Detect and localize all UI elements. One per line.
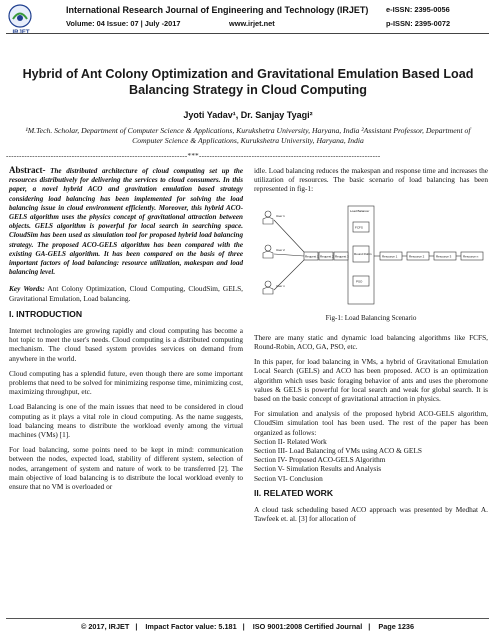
resource-label: Resource 3 [436,254,452,259]
resource-label: Resource n [463,254,479,259]
e-issn: e-ISSN: 2395-0056 [386,5,450,14]
paper-authors: Jyoti Yadav¹, Dr. Sanjay Tyagi² [183,110,313,120]
user-label: User n [276,283,285,288]
keywords-text: Ant Colony Optimization, Cloud Computing, CloudSim, GELS, Gravitational Emulation, Load balancing. [9,284,244,303]
p-issn: p-ISSN: 2395-0072 [386,19,451,28]
outline-item: Section IV- Proposed ACO-GELS Algorithm [254,455,386,465]
paragraph: Cloud computing has a splendid future, even though there are some important problems that need to be solved for minimizing response time, minimizing cost, maximizing throughput, etc. [9,368,243,397]
user-label: User 1 [276,213,285,218]
paragraph: In this paper, for load balancing in VMs, a hybrid of Gravitational Emulation Local Search (GELS) and ACO has been proposed. ACO is an optimization algorithm which uses basic foraging behavior of ants and uses the pheromone values & GELS is powerful for local search and weak for global search. It is based on the basic concept of gravitational attraction in physics. [254,357,488,404]
paper-title: Hybrid of Ant Colony Optimization and Gravitational Emulation Based Load Balancing Strategy in Cloud Computing [22,67,474,97]
right-column [254,166,488,529]
resource-label: Resource 2 [409,254,425,259]
figure-caption: Fig-1: Load Balancing Scenario [325,313,417,322]
paragraph: For load balancing, some points need to be kept in mind: communication between the nodes, expected load, stability of different system, selection of nodes, arrangement of system and nature of work to be transferred [2]. The main objective of load balancing is to distribute the local workload evenly to ensure that no VM is overloaded or [9,445,243,492]
figure-load-balancing-scenario [254,200,488,312]
keywords [9,284,243,302]
request-label: Request 1 [305,254,319,259]
header-divider [6,33,489,34]
request-label: Request 3 [335,254,349,259]
paragraph: A cloud task scheduling based ACO approach was presented by Medhat A. Tawfeek et. al. [3] for allocation of [254,505,488,524]
journal-name: International Research Journal of Engineering and Technology (IRJET) [66,5,369,15]
paragraph: For simulation and analysis of the proposed hybrid ACO-GELS algorithm, CloudSim simulation tool has been used. The rest of the paper has been organized as follows: [254,409,488,437]
section-heading-introduction: I. INTRODUCTION [9,308,83,319]
outline-item: Section III- Load Balancing of VMs using ACO & GELS [254,446,422,456]
section-heading-related-work: II. RELATED WORK [254,487,334,498]
algo-box-label: PSO [356,279,363,284]
journal-website[interactable]: www.irjet.net [229,19,275,28]
algo-box-label: FCFS [355,225,363,230]
algo-box-label: Round Robin [354,251,372,256]
paragraph: Internet technologies are growing rapidly and cloud computing has become a hot topic to meet the user's needs. Cloud computing is a distributed computing mechanism. The cloud based system provides services on demand from anywhere in the world. [9,326,243,363]
abstract-text: The distributed architecture of cloud computing set up the resources distributively for delivering the services to cloud consumers. In this paper, a novel hybrid ACO and gravitation emulation based strategy considering load balancing has been implemented for solving the load balancing issue in cloud environment efficiently. Moreover, this hybrid ACO-GELS algorithm uses the physics concept of gravitational attraction between objects. GELS algorithm is powerful for local search in searching space. CloudSim has been used as simulation tool for proposed hybrid load balancing strategy. The proposed ACO-GELS algorithm has been compared with the existing GA-GELS algorithm. It has been compared on the basis of three important factors of load balancing: resource utilization, makespan and load balancing level. [9,167,243,277]
abstract [9,166,243,277]
outline-item: Section V- Simulation Results and Analysis [254,464,382,474]
footer-page-number: Page 1236 [378,622,415,631]
request-label: Request 2 [320,254,334,259]
abstract-label: Abstract- [9,165,46,175]
paragraph: Load Balancing is one of the main issues that need to be considered in cloud computing as it plays a vital role in cloud computing. As the name suggests, load balancing means to distribute the workload evenly among the virtual machines (VMs) [1]. [9,402,243,440]
resource-label: Resource 1 [382,254,398,259]
volume-issue: Volume: 04 Issue: 07 | July -2017 [66,19,181,28]
user-icon [263,281,273,294]
keywords-label: Key Words: [9,284,45,294]
footer-impact-factor: Impact Factor value: 5.181 [145,622,237,631]
user-icon [263,245,273,258]
paragraph: There are many static and dynamic load balancing algorithms like FCFS, Round-Robin, ACO, GA, PSO, etc. [254,332,488,352]
footer-divider [6,618,489,619]
page-header [0,0,495,58]
left-column [9,166,243,497]
outline-item: Section VI- Conclusion [254,473,323,483]
section-outline [254,437,488,483]
footer-iso: ISO 9001:2008 Certified Journal [252,622,363,631]
section-separator: ---------------------------------------------------------------------***--------------------------------------------------------------------- [6,152,381,160]
user-icon [263,211,273,224]
author-affiliation: ¹M.Tech. Scholar, Department of Computer Science & Applications, Kurukshetra University, Haryana, India ²Assistant Professor, Department of Computer Science & Applications, Kurukshetra University, Haryana, India [25,126,471,145]
irjet-logo [8,4,32,28]
figure-diagram [254,200,488,312]
paragraph: idle. Load balancing reduces the makespan and response time and increases the utilization of resources. The basic scenario of load balancing has been represented in fig-1: [254,166,488,194]
load-balancer-label: Load Balancer [350,208,370,213]
outline-item: Section II- Related Work [254,436,327,446]
footer-copyright: © 2017, IRJET [80,622,130,631]
user-label: User 2 [276,247,285,252]
page-footer: © 2017, IRJET | Impact Factor value: 5.181 | ISO 9001:2008 Certified Journal | Page 1236 [80,622,415,631]
